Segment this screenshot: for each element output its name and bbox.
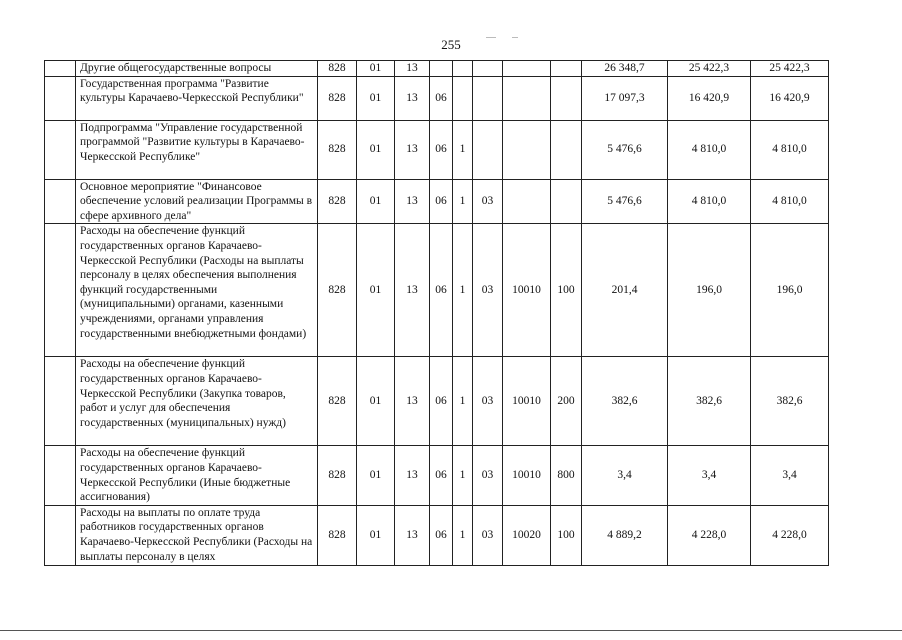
code-ved: 828 — [318, 224, 357, 357]
table-row — [45, 224, 829, 357]
code-expense-type — [551, 179, 582, 224]
page-bottom-edge — [0, 630, 902, 631]
code-section: 01 — [357, 357, 395, 446]
code-expense-type: 800 — [551, 446, 582, 505]
code-expense-type — [551, 61, 582, 77]
code-program: 06 — [430, 505, 453, 565]
code-expense-type — [551, 76, 582, 120]
code-subsection: 13 — [395, 120, 430, 179]
row-name: Основное мероприятие "Финансовое обеспечение условий реализации Программы в сфере архивного дела" — [76, 179, 318, 224]
code-ved: 828 — [318, 120, 357, 179]
code-expense-direction — [503, 61, 551, 77]
code-section: 01 — [357, 224, 395, 357]
code-subsection: 13 — [395, 446, 430, 505]
code-main-activity: 03 — [473, 446, 503, 505]
code-program: 06 — [430, 357, 453, 446]
code-ved: 828 — [318, 505, 357, 565]
code-subprogram: 1 — [453, 179, 473, 224]
table-row — [45, 505, 829, 565]
amount-year-2: 196,0 — [668, 224, 751, 357]
table-row — [45, 446, 829, 505]
amount-year-3: 4 810,0 — [751, 120, 829, 179]
row-name: Расходы на обеспечение функций государственных органов Карачаево-Черкесской Республики (Иные бюджетные ассигнования) — [76, 446, 318, 505]
blank-cell — [45, 61, 76, 77]
code-main-activity: 03 — [473, 179, 503, 224]
amount-year-3: 4 810,0 — [751, 179, 829, 224]
row-name: Другие общегосударственные вопросы — [76, 61, 318, 77]
amount-year-2: 382,6 — [668, 357, 751, 446]
row-name: Государственная программа "Развитие культуры Карачаево-Черкесской Республики" — [76, 76, 318, 120]
amount-year-1: 3,4 — [582, 446, 668, 505]
blank-cell — [45, 120, 76, 179]
code-subsection: 13 — [395, 357, 430, 446]
code-section: 01 — [357, 446, 395, 505]
table-row — [45, 120, 829, 179]
budget-table — [44, 60, 829, 566]
code-main-activity: 03 — [473, 224, 503, 357]
code-program: 06 — [430, 179, 453, 224]
code-subprogram: 1 — [453, 505, 473, 565]
scan-speck — [512, 37, 518, 38]
amount-year-1: 17 097,3 — [582, 76, 668, 120]
code-expense-type: 200 — [551, 357, 582, 446]
code-section: 01 — [357, 76, 395, 120]
amount-year-1: 201,4 — [582, 224, 668, 357]
amount-year-3: 4 228,0 — [751, 505, 829, 565]
code-expense-direction: 10010 — [503, 357, 551, 446]
code-program: 06 — [430, 446, 453, 505]
table-row — [45, 179, 829, 224]
code-subprogram: 1 — [453, 446, 473, 505]
code-section: 01 — [357, 61, 395, 77]
amount-year-1: 5 476,6 — [582, 120, 668, 179]
code-main-activity — [473, 120, 503, 179]
code-subsection: 13 — [395, 505, 430, 565]
amount-year-1: 26 348,7 — [582, 61, 668, 77]
scan-speck — [486, 37, 496, 38]
amount-year-2: 3,4 — [668, 446, 751, 505]
row-name: Расходы на выплаты по оплате труда работников государственных органов Карачаево-Черкесской Республики (Расходы на выплаты персоналу в целях — [76, 505, 318, 565]
amount-year-3: 196,0 — [751, 224, 829, 357]
code-subsection: 13 — [395, 179, 430, 224]
code-subprogram — [453, 76, 473, 120]
code-expense-direction: 10010 — [503, 446, 551, 505]
blank-cell — [45, 224, 76, 357]
page-number: 255 — [441, 37, 461, 52]
amount-year-2: 4 810,0 — [668, 179, 751, 224]
code-subprogram: 1 — [453, 357, 473, 446]
code-subsection: 13 — [395, 61, 430, 77]
code-subprogram: 1 — [453, 120, 473, 179]
amount-year-3: 382,6 — [751, 357, 829, 446]
code-subsection: 13 — [395, 224, 430, 357]
code-subprogram — [453, 61, 473, 77]
code-ved: 828 — [318, 76, 357, 120]
amount-year-2: 25 422,3 — [668, 61, 751, 77]
code-expense-direction: 10010 — [503, 224, 551, 357]
code-expense-direction — [503, 76, 551, 120]
table-row — [45, 61, 829, 77]
code-section: 01 — [357, 120, 395, 179]
code-section: 01 — [357, 179, 395, 224]
amount-year-2: 16 420,9 — [668, 76, 751, 120]
code-expense-type — [551, 120, 582, 179]
row-name: Расходы на обеспечение функций государственных органов Карачаево-Черкесской Республики (Расходы на выплаты персоналу в целях обеспечения выполнения функций государственными (муниципальными) органами, казенными учреждениями, органами управления государственными внебюджетными фондами) — [76, 224, 318, 357]
code-ved: 828 — [318, 61, 357, 77]
amount-year-3: 3,4 — [751, 446, 829, 505]
code-program — [430, 61, 453, 77]
code-program: 06 — [430, 120, 453, 179]
table-row — [45, 76, 829, 120]
code-main-activity — [473, 76, 503, 120]
amount-year-2: 4 228,0 — [668, 505, 751, 565]
code-expense-type: 100 — [551, 505, 582, 565]
amount-year-1: 5 476,6 — [582, 179, 668, 224]
code-expense-direction — [503, 179, 551, 224]
code-ved: 828 — [318, 357, 357, 446]
row-name: Расходы на обеспечение функций государственных органов Карачаево-Черкесской Республики (Закупка товаров, работ и услуг для обеспечения государственных (муниципальных) нужд) — [76, 357, 318, 446]
code-expense-type: 100 — [551, 224, 582, 357]
code-main-activity — [473, 61, 503, 77]
code-expense-direction: 10020 — [503, 505, 551, 565]
amount-year-3: 25 422,3 — [751, 61, 829, 77]
amount-year-1: 4 889,2 — [582, 505, 668, 565]
amount-year-1: 382,6 — [582, 357, 668, 446]
blank-cell — [45, 357, 76, 446]
code-program: 06 — [430, 224, 453, 357]
table-body — [45, 61, 829, 566]
amount-year-2: 4 810,0 — [668, 120, 751, 179]
code-subsection: 13 — [395, 76, 430, 120]
blank-cell — [45, 505, 76, 565]
code-section: 01 — [357, 505, 395, 565]
amount-year-3: 16 420,9 — [751, 76, 829, 120]
blank-cell — [45, 446, 76, 505]
table-row — [45, 357, 829, 446]
code-expense-direction — [503, 120, 551, 179]
code-program: 06 — [430, 76, 453, 120]
blank-cell — [45, 76, 76, 120]
row-name: Подпрограмма "Управление государственной программой "Развитие культуры в Карачаево-Черкесской Республике" — [76, 120, 318, 179]
blank-cell — [45, 179, 76, 224]
code-main-activity: 03 — [473, 505, 503, 565]
code-subprogram: 1 — [453, 224, 473, 357]
code-ved: 828 — [318, 179, 357, 224]
code-main-activity: 03 — [473, 357, 503, 446]
code-ved: 828 — [318, 446, 357, 505]
